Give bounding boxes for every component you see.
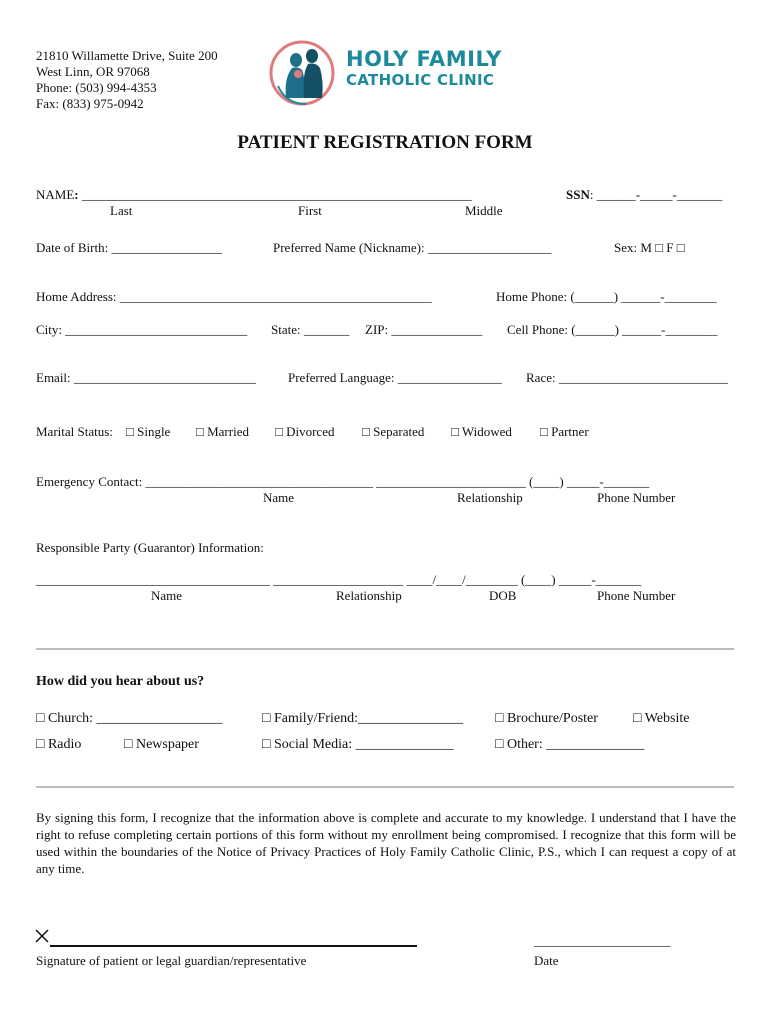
nickname-field[interactable]: Preferred Name (Nickname): ___________________ bbox=[273, 240, 552, 255]
referral-family[interactable]: □ Family/Friend:_______________ bbox=[262, 711, 463, 726]
guarantor-sub-dob: DOB bbox=[489, 588, 517, 603]
emergency-sub-name: Name bbox=[263, 490, 295, 505]
guarantor-sub-phone: Phone Number bbox=[597, 588, 676, 603]
signature-line[interactable] bbox=[50, 945, 417, 947]
emergency-contact-field[interactable]: Emergency Contact: ___________________________________ _______________________ (____) _____-_______ bbox=[36, 474, 650, 489]
referral-radio[interactable]: □ Radio bbox=[36, 737, 82, 752]
clinic-phone: Phone: (503) 994-4353 bbox=[36, 80, 157, 95]
guarantor-field[interactable]: ____________________________________ ____________________ ____/____/________ (____) _____-_______ bbox=[36, 572, 642, 587]
signature-label: Signature of patient or legal guardian/representative bbox=[36, 953, 307, 968]
marital-option-married[interactable]: □ Married bbox=[196, 424, 249, 439]
sub-first: First bbox=[298, 203, 322, 218]
referral-brochure[interactable]: □ Brochure/Poster bbox=[495, 711, 598, 726]
ssn-label: SSN bbox=[566, 187, 590, 202]
holy-family-emblem-icon bbox=[266, 38, 338, 108]
name-colon: : bbox=[74, 187, 79, 202]
name-label: NAME bbox=[36, 187, 75, 202]
referral-newspaper[interactable]: □ Newspaper bbox=[124, 737, 199, 752]
page-title: PATIENT REGISTRATION FORM bbox=[237, 132, 533, 153]
dob-field[interactable]: Date of Birth: _________________ bbox=[36, 240, 222, 255]
logo-subtitle: CATHOLIC CLINIC bbox=[346, 71, 495, 89]
name-line: ____________________________________________________________ bbox=[81, 187, 472, 202]
marital-option-divorced[interactable]: □ Divorced bbox=[275, 424, 335, 439]
zip-field[interactable]: ZIP: ______________ bbox=[365, 322, 483, 337]
referral-heading: How did you hear about us? bbox=[36, 674, 205, 689]
emergency-sub-relationship: Relationship bbox=[457, 490, 523, 505]
sub-last: Last bbox=[110, 203, 133, 218]
referral-social-media[interactable]: □ Social Media: ______________ bbox=[262, 737, 454, 752]
logo-title: HOLY FAMILY bbox=[346, 47, 502, 71]
language-field[interactable]: Preferred Language: ________________ bbox=[288, 370, 502, 385]
consent-paragraph: By signing this form, I recognize that the information above is complete and accurate to my knowledge. I understand that I have the right to refuse completing certain portions of this form without my enrollment being compromised. I recognize that this form will be used within the boundaries of the Notice of Privacy Practices of Holy Family Catholic Clinic, P.S., which I can request a copy of at any time. bbox=[36, 810, 736, 876]
address-line-1: 21810 Willamette Drive, Suite 200 bbox=[36, 48, 218, 63]
address-line-2: West Linn, OR 97068 bbox=[36, 64, 150, 79]
date-label: Date bbox=[534, 953, 559, 968]
clinic-logo bbox=[266, 38, 506, 108]
referral-other[interactable]: □ Other: ______________ bbox=[495, 737, 645, 752]
home-phone-field[interactable]: Home Phone: (______) ______-________ bbox=[496, 289, 717, 304]
state-field[interactable]: State: _______ bbox=[271, 322, 350, 337]
guarantor-sub-name: Name bbox=[151, 588, 183, 603]
cell-phone-field[interactable]: Cell Phone: (______) ______-________ bbox=[507, 322, 718, 337]
referral-website[interactable]: □ Website bbox=[633, 711, 690, 726]
marital-option-partner[interactable]: □ Partner bbox=[540, 424, 589, 439]
city-field[interactable]: City: ____________________________ bbox=[36, 322, 248, 337]
home-address-field[interactable]: Home Address: ________________________________________________ bbox=[36, 289, 432, 304]
section-divider bbox=[36, 648, 734, 650]
marital-option-widowed[interactable]: □ Widowed bbox=[451, 424, 512, 439]
clinic-address bbox=[36, 48, 218, 112]
guarantor-label: Responsible Party (Guarantor) Information: bbox=[36, 540, 264, 555]
clinic-fax: Fax: (833) 975-0942 bbox=[36, 96, 144, 111]
sub-middle: Middle bbox=[465, 203, 503, 218]
ssn-line: : ______-_____-_______ bbox=[589, 187, 723, 202]
race-field[interactable]: Race: __________________________ bbox=[526, 370, 728, 385]
marital-option-single[interactable]: □ Single bbox=[126, 424, 171, 439]
date-line[interactable]: _____________________ bbox=[534, 933, 671, 948]
marital-option-separated[interactable]: □ Separated bbox=[362, 424, 425, 439]
emergency-sub-phone: Phone Number bbox=[597, 490, 676, 505]
email-field[interactable]: Email: ____________________________ bbox=[36, 370, 256, 385]
referral-church[interactable]: □ Church: __________________ bbox=[36, 711, 223, 726]
guarantor-sub-relationship: Relationship bbox=[336, 588, 402, 603]
sex-checkboxes[interactable]: Sex: M □ F □ bbox=[614, 240, 685, 255]
section-divider-2 bbox=[36, 786, 734, 788]
ssn-field[interactable] bbox=[566, 187, 722, 203]
marital-label: Marital Status: bbox=[36, 424, 113, 439]
signature-x-icon bbox=[35, 929, 49, 943]
name-field[interactable] bbox=[36, 187, 472, 203]
